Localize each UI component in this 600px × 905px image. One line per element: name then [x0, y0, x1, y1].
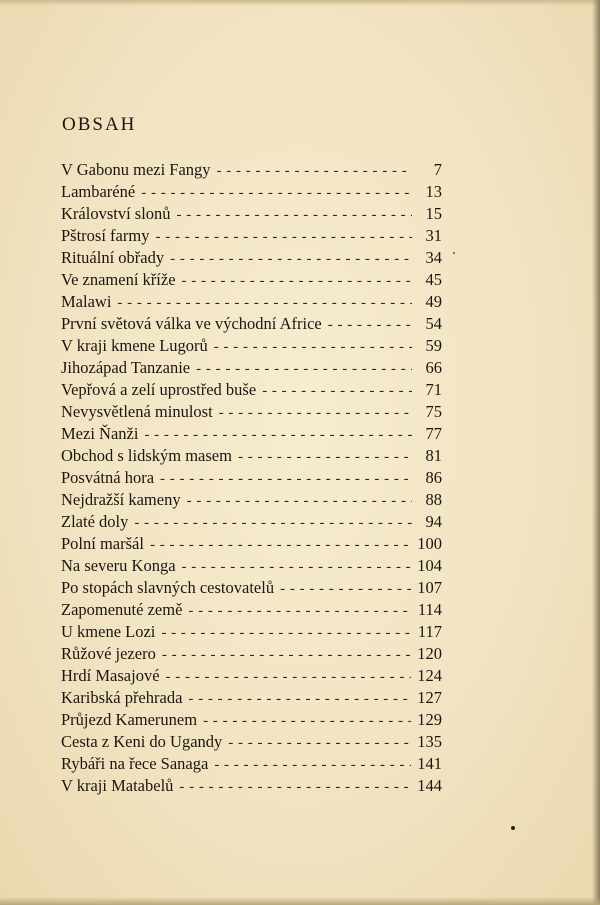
toc-entry-title: Lambaréné — [61, 182, 136, 201]
dot-leader — [134, 515, 412, 532]
toc-entry-title: U kmene Lozi — [61, 622, 156, 641]
toc-entry — [61, 446, 442, 468]
toc-entry — [61, 776, 442, 798]
toc-entry-title: V kraji kmene Lugorů — [61, 336, 208, 355]
dot-leader — [177, 207, 412, 224]
toc-entry — [61, 380, 442, 402]
dot-leader — [188, 691, 411, 708]
page-top-edge — [0, 0, 600, 6]
dot-leader — [280, 581, 411, 598]
toc-entry-title: Království slonů — [61, 204, 171, 223]
dot-leader — [262, 383, 412, 400]
toc-entry — [61, 402, 442, 424]
toc-entry-page-number: 117 — [417, 622, 442, 641]
toc-entry-page-number: 75 — [425, 402, 442, 421]
toc-entry — [61, 490, 442, 512]
toc-entry-title: Obchod s lidským masem — [61, 446, 232, 465]
toc-entry-page-number: 13 — [425, 182, 442, 201]
toc-entry-title: Po stopách slavných cestovatelů — [61, 578, 275, 597]
toc-entry-title: Pštrosí farmy — [61, 226, 150, 245]
toc-entry — [61, 688, 442, 710]
dot-leader — [155, 229, 412, 246]
dot-leader — [187, 493, 412, 510]
toc-entry — [61, 270, 442, 292]
toc-entry-title: Rituální obřady — [61, 248, 165, 267]
toc-entry-page-number: 45 — [425, 270, 442, 289]
toc-entry — [61, 732, 442, 754]
toc-entry-page-number: 15 — [425, 204, 442, 223]
dot-leader — [150, 537, 411, 554]
toc-entry — [61, 292, 442, 314]
dot-leader — [182, 559, 412, 576]
toc-entry — [61, 248, 442, 270]
toc-entry-page-number: 94 — [425, 512, 442, 531]
toc-entry-title: Polní maršál — [61, 534, 144, 553]
toc-entry-title: Hrdí Masajové — [61, 666, 160, 685]
toc-entry — [61, 710, 442, 732]
toc-entry-page-number: 34 — [425, 248, 442, 267]
dot-leader — [214, 339, 412, 356]
toc-entry-page-number: 71 — [425, 380, 442, 399]
page-bottom-edge — [0, 897, 600, 905]
toc-entry-page-number: 107 — [417, 578, 442, 597]
dot-leader — [196, 361, 412, 378]
dot-leader — [179, 779, 411, 796]
toc-entry-title: Ve znamení kříže — [61, 270, 176, 289]
toc-entry — [61, 424, 442, 446]
toc-entry — [61, 666, 442, 688]
toc-entry-page-number: 49 — [425, 292, 442, 311]
toc-entry-title: V Gabonu mezi Fangy — [61, 160, 211, 179]
toc-entry — [61, 358, 442, 380]
toc-entry-title: Zapomenuté země — [61, 600, 183, 619]
toc-entry — [61, 226, 442, 248]
toc-entry-page-number: 124 — [417, 666, 442, 685]
toc-entry-page-number: 129 — [417, 710, 442, 729]
dot-leader — [238, 449, 412, 466]
toc-entry-page-number: 100 — [417, 534, 442, 553]
toc-entry-page-number: 114 — [417, 600, 442, 619]
toc-entry-title: Průjezd Kamerunem — [61, 710, 198, 729]
dot-leader — [161, 625, 411, 642]
toc-entry — [61, 468, 442, 490]
dot-leader — [214, 757, 411, 774]
toc-entry-title: Malawi — [61, 292, 112, 311]
dot-leader — [188, 603, 411, 620]
toc-entry-page-number: 88 — [425, 490, 442, 509]
toc-entry — [61, 600, 442, 622]
toc-entry-page-number: 141 — [417, 754, 442, 773]
toc-entry-title: Karibská přehrada — [61, 688, 183, 707]
toc-entry — [61, 578, 442, 600]
toc-entry-page-number: 127 — [417, 688, 442, 707]
toc-entry-page-number: 59 — [425, 336, 442, 355]
toc-entry — [61, 336, 442, 358]
dot-leader — [144, 427, 412, 444]
toc-entry — [61, 314, 442, 336]
toc-entry-page-number: 54 — [425, 314, 442, 333]
dot-leader — [141, 185, 412, 202]
toc-entry-title: Rybáři na řece Sanaga — [61, 754, 209, 773]
toc-entry — [61, 182, 442, 204]
toc-entry — [61, 534, 442, 556]
dot-leader — [160, 471, 412, 488]
toc-entry-title: Růžové jezero — [61, 644, 156, 663]
dot-leader — [170, 251, 412, 268]
toc-entry-title: Zlaté doly — [61, 512, 129, 531]
toc-entry — [61, 204, 442, 226]
toc-entry-page-number: 31 — [425, 226, 442, 245]
dot-leader — [203, 713, 411, 730]
toc-entry-page-number: 135 — [417, 732, 442, 751]
toc-entry-title: Nevysvětlená minulost — [61, 402, 213, 421]
toc-entry-title: Vepřová a zelí uprostřed buše — [61, 380, 257, 399]
toc-entry — [61, 622, 442, 644]
toc-entry-page-number: 7 — [433, 160, 442, 179]
toc-entry-title: Posvátná hora — [61, 468, 155, 487]
ink-speck — [511, 826, 515, 830]
toc-entry-page-number: 81 — [425, 446, 442, 465]
contents-heading: OBSAH — [62, 114, 137, 135]
toc-entry-page-number: 104 — [417, 556, 442, 575]
toc-entry-title: Jihozápad Tanzanie — [61, 358, 191, 377]
toc-entry-page-number: 86 — [425, 468, 442, 487]
toc-entry-page-number: 144 — [417, 776, 442, 795]
toc-entry-title: Nejdražší kameny — [61, 490, 181, 509]
toc-entry — [61, 160, 442, 182]
toc-entry-title: Mezi Ňanži — [61, 424, 139, 443]
dot-leader — [219, 405, 412, 422]
toc-entry-page-number: 120 — [417, 644, 442, 663]
dot-leader — [117, 295, 412, 312]
toc-entry — [61, 556, 442, 578]
dot-leader — [228, 735, 411, 752]
table-of-contents — [61, 160, 442, 798]
toc-entry-title: V kraji Matabelů — [61, 776, 174, 795]
toc-entry-title: Na severu Konga — [61, 556, 176, 575]
toc-entry — [61, 644, 442, 666]
page-right-edge — [592, 0, 600, 905]
dot-leader — [182, 273, 412, 290]
ink-speck — [453, 252, 455, 254]
dot-leader — [162, 647, 411, 664]
toc-entry-page-number: 66 — [425, 358, 442, 377]
toc-entry-title: Cesta z Keni do Ugandy — [61, 732, 223, 751]
toc-entry-page-number: 77 — [425, 424, 442, 443]
toc-entry — [61, 754, 442, 776]
dot-leader — [166, 669, 412, 686]
dot-leader — [328, 317, 412, 334]
dot-leader — [217, 163, 412, 180]
toc-entry-title: První světová válka ve východní Africe — [61, 314, 322, 333]
toc-entry — [61, 512, 442, 534]
